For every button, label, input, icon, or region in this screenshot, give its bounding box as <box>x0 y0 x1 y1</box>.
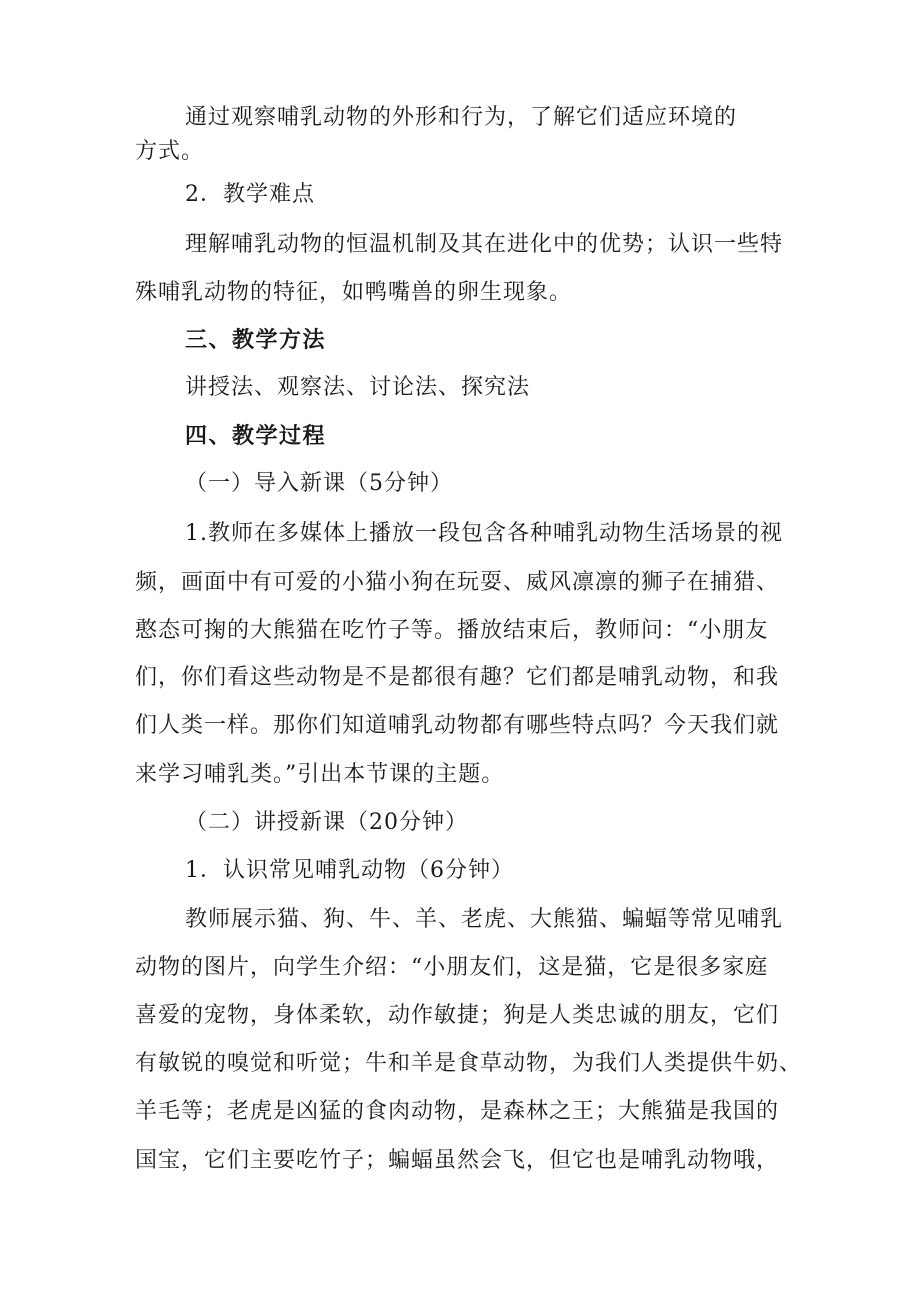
section-heading: 三、教学方法 <box>185 327 327 353</box>
paragraph-line: 1.教师在多媒体上播放一段包含各种哺乳动物生活场景的视 <box>185 521 783 546</box>
paragraph-line: 通过观察哺乳动物的外形和行为，了解它们适应环境的 <box>185 105 738 130</box>
paragraph-line: 憨态可掬的大熊猫在吃竹子等。播放结束后，教师问：“小朋友 <box>135 618 769 643</box>
paragraph-line: 来学习哺乳类。”引出本节课的主题。 <box>135 762 505 787</box>
paragraph-line: 讲授法、观察法、讨论法、探究法 <box>185 375 531 400</box>
paragraph-line: 们，你们看这些动物是不是都很有趣？它们都是哺乳动物，和我 <box>135 665 780 690</box>
paragraph-line: 频，画面中有可爱的小猫小狗在玩耍、威风凛凛的狮子在捕猎、 <box>135 570 780 595</box>
paragraph-line: 动物的图片，向学生介绍：“小朋友们，这是猫，它是很多家庭 <box>135 955 769 980</box>
paragraph-line: 有敏锐的嗅觉和听觉；牛和羊是食草动物，为我们人类提供牛奶、 <box>135 1051 803 1076</box>
subsection-heading: （二）讲授新课（20分钟） <box>185 810 468 835</box>
subsection-heading: （一）导入新课（5分钟） <box>185 471 453 496</box>
paragraph-line: 国宝，它们主要吃竹子；蝙蝠虽然会飞，但它也是哺乳动物哦， <box>135 1148 780 1173</box>
paragraph-line: 殊哺乳动物的特征，如鸭嘴兽的卵生现象。 <box>135 280 573 305</box>
subsection-heading: 1．认识常见哺乳动物（6分钟） <box>185 858 514 883</box>
paragraph-line: 理解哺乳动物的恒温机制及其在进化中的优势；认识一些特 <box>185 232 784 257</box>
paragraph-line: 们人类一样。那你们知道哺乳动物都有哪些特点吗？今天我们就 <box>135 713 780 738</box>
paragraph-line: 羊毛等；老虎是凶猛的食肉动物，是森林之王；大熊猫是我国的 <box>135 1099 780 1124</box>
paragraph-line: 喜爱的宠物，身体柔软，动作敏捷；狗是人类忠诚的朋友，它们 <box>135 1003 780 1028</box>
paragraph-line: 方式。 <box>135 139 205 164</box>
paragraph-line: 教师展示猫、狗、牛、羊、老虎、大熊猫、蝙蝠等常见哺乳 <box>185 907 784 932</box>
section-heading: 四、教学过程 <box>185 423 327 449</box>
subsection-heading: 2．教学难点 <box>185 182 315 207</box>
